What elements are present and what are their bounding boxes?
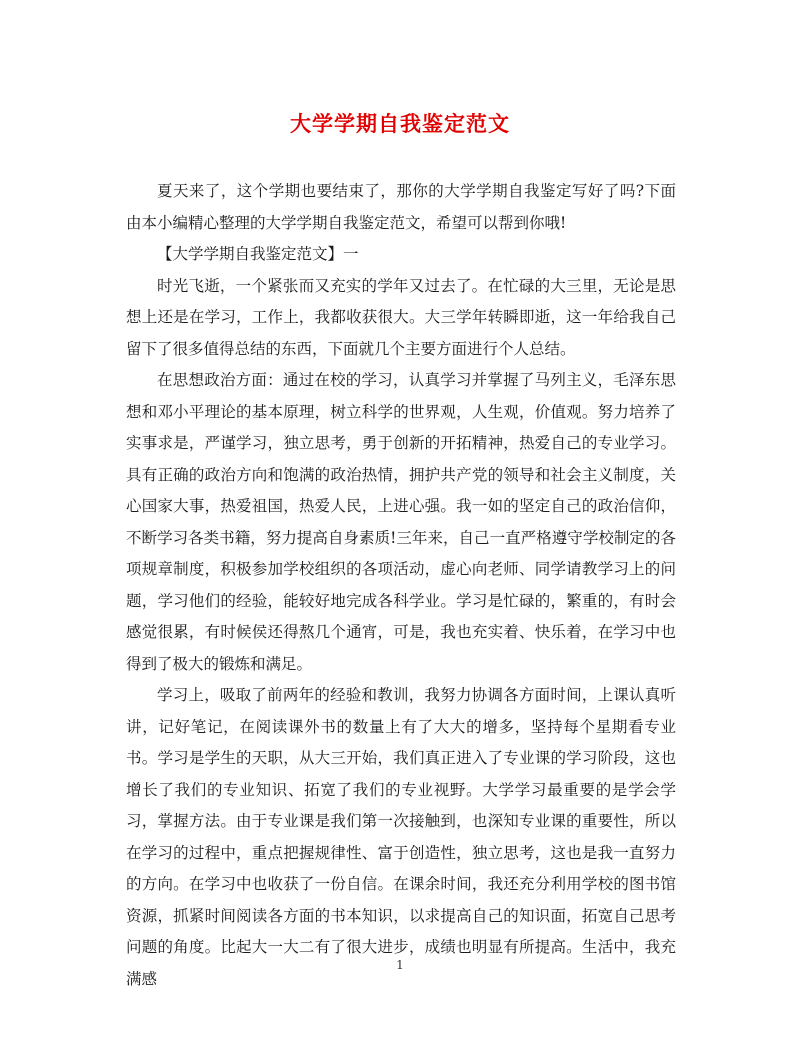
document-body: [126, 176, 676, 995]
page-number: 1: [396, 958, 404, 972]
paragraph-summary: 时光飞逝，一个紧张而又充实的学年又过去了。在忙碌的大三里，无论是思想上还是在学习，工作上，我都收获很大。大三学年转瞬即逝，这一年给我自己留下了很多值得总结的东西，下面就几个主要方面进行个人总结。: [126, 276, 676, 358]
paragraph-politics: 在思想政治方面：通过在校的学习，认真学习并掌握了马列主义，毛泽东思想和邓小平理论的基本原理，树立科学的世界观，人生观，价值观。努力培养了实事求是，严谨学习，独立思考，勇于创新的开拓精神，热爱自己的专业学习。具有正确的政治方向和饱满的政治热情，拥护共产党的领导和社会主义制度，关心国家大事，热爱祖国，热爱人民，上进心强。我一如的坚定自己的政治信仰，不断学习各类书籍，努力提高自身素质!三年来，自己一直严格遵守学校制定的各项规章制度，积极参加学校组织的各项活动，虚心向老师、同学请教学习上的问题，学习他们的经验，能较好地完成各科学业。学习是忙碌的，繁重的，有时会感觉很累，有时候侯还得熬几个通宵，可是，我也充实着、快乐着，在学习中也得到了极大的锻炼和满足。: [126, 371, 676, 673]
document-title: 大学学期自我鉴定范文: [290, 111, 510, 136]
paragraph-intro: 夏天来了，这个学期也要结束了，那你的大学学期自我鉴定写好了吗?下面由本小编精心整理的大学学期自我鉴定范文，希望可以帮到你哦!: [126, 182, 676, 232]
paragraph-study: 学习上，吸取了前两年的经验和教训，我努力协调各方面时间，上课认真听讲，记好笔记，在阅读课外书的数量上有了大大的增多，坚持每个星期看专业书。学习是学生的天职，从大三开始，我们真正进入了专业课的学习阶段，这也增长了我们的专业知识、拓宽了我们的专业视野。大学学习最重要的是学会学习，掌握方法。由于专业课是我们第一次接触到，也深知专业课的重要性，所以在学习的过程中，重点把握规律性、富于创造性，独立思考，这也是我一直努力的方向。在学习中也收获了一份自信。在课余时间，我还充分利用学校的图书馆资源，抓紧时间阅读各方面的书本知识，以求提高自己的知识面，拓宽自己思考问题的角度。比起大一大二有了很大进步，成绩也明显有所提高。生活中，我充满感: [126, 686, 676, 988]
section-heading: 【大学学期自我鉴定范文】一: [157, 245, 359, 263]
